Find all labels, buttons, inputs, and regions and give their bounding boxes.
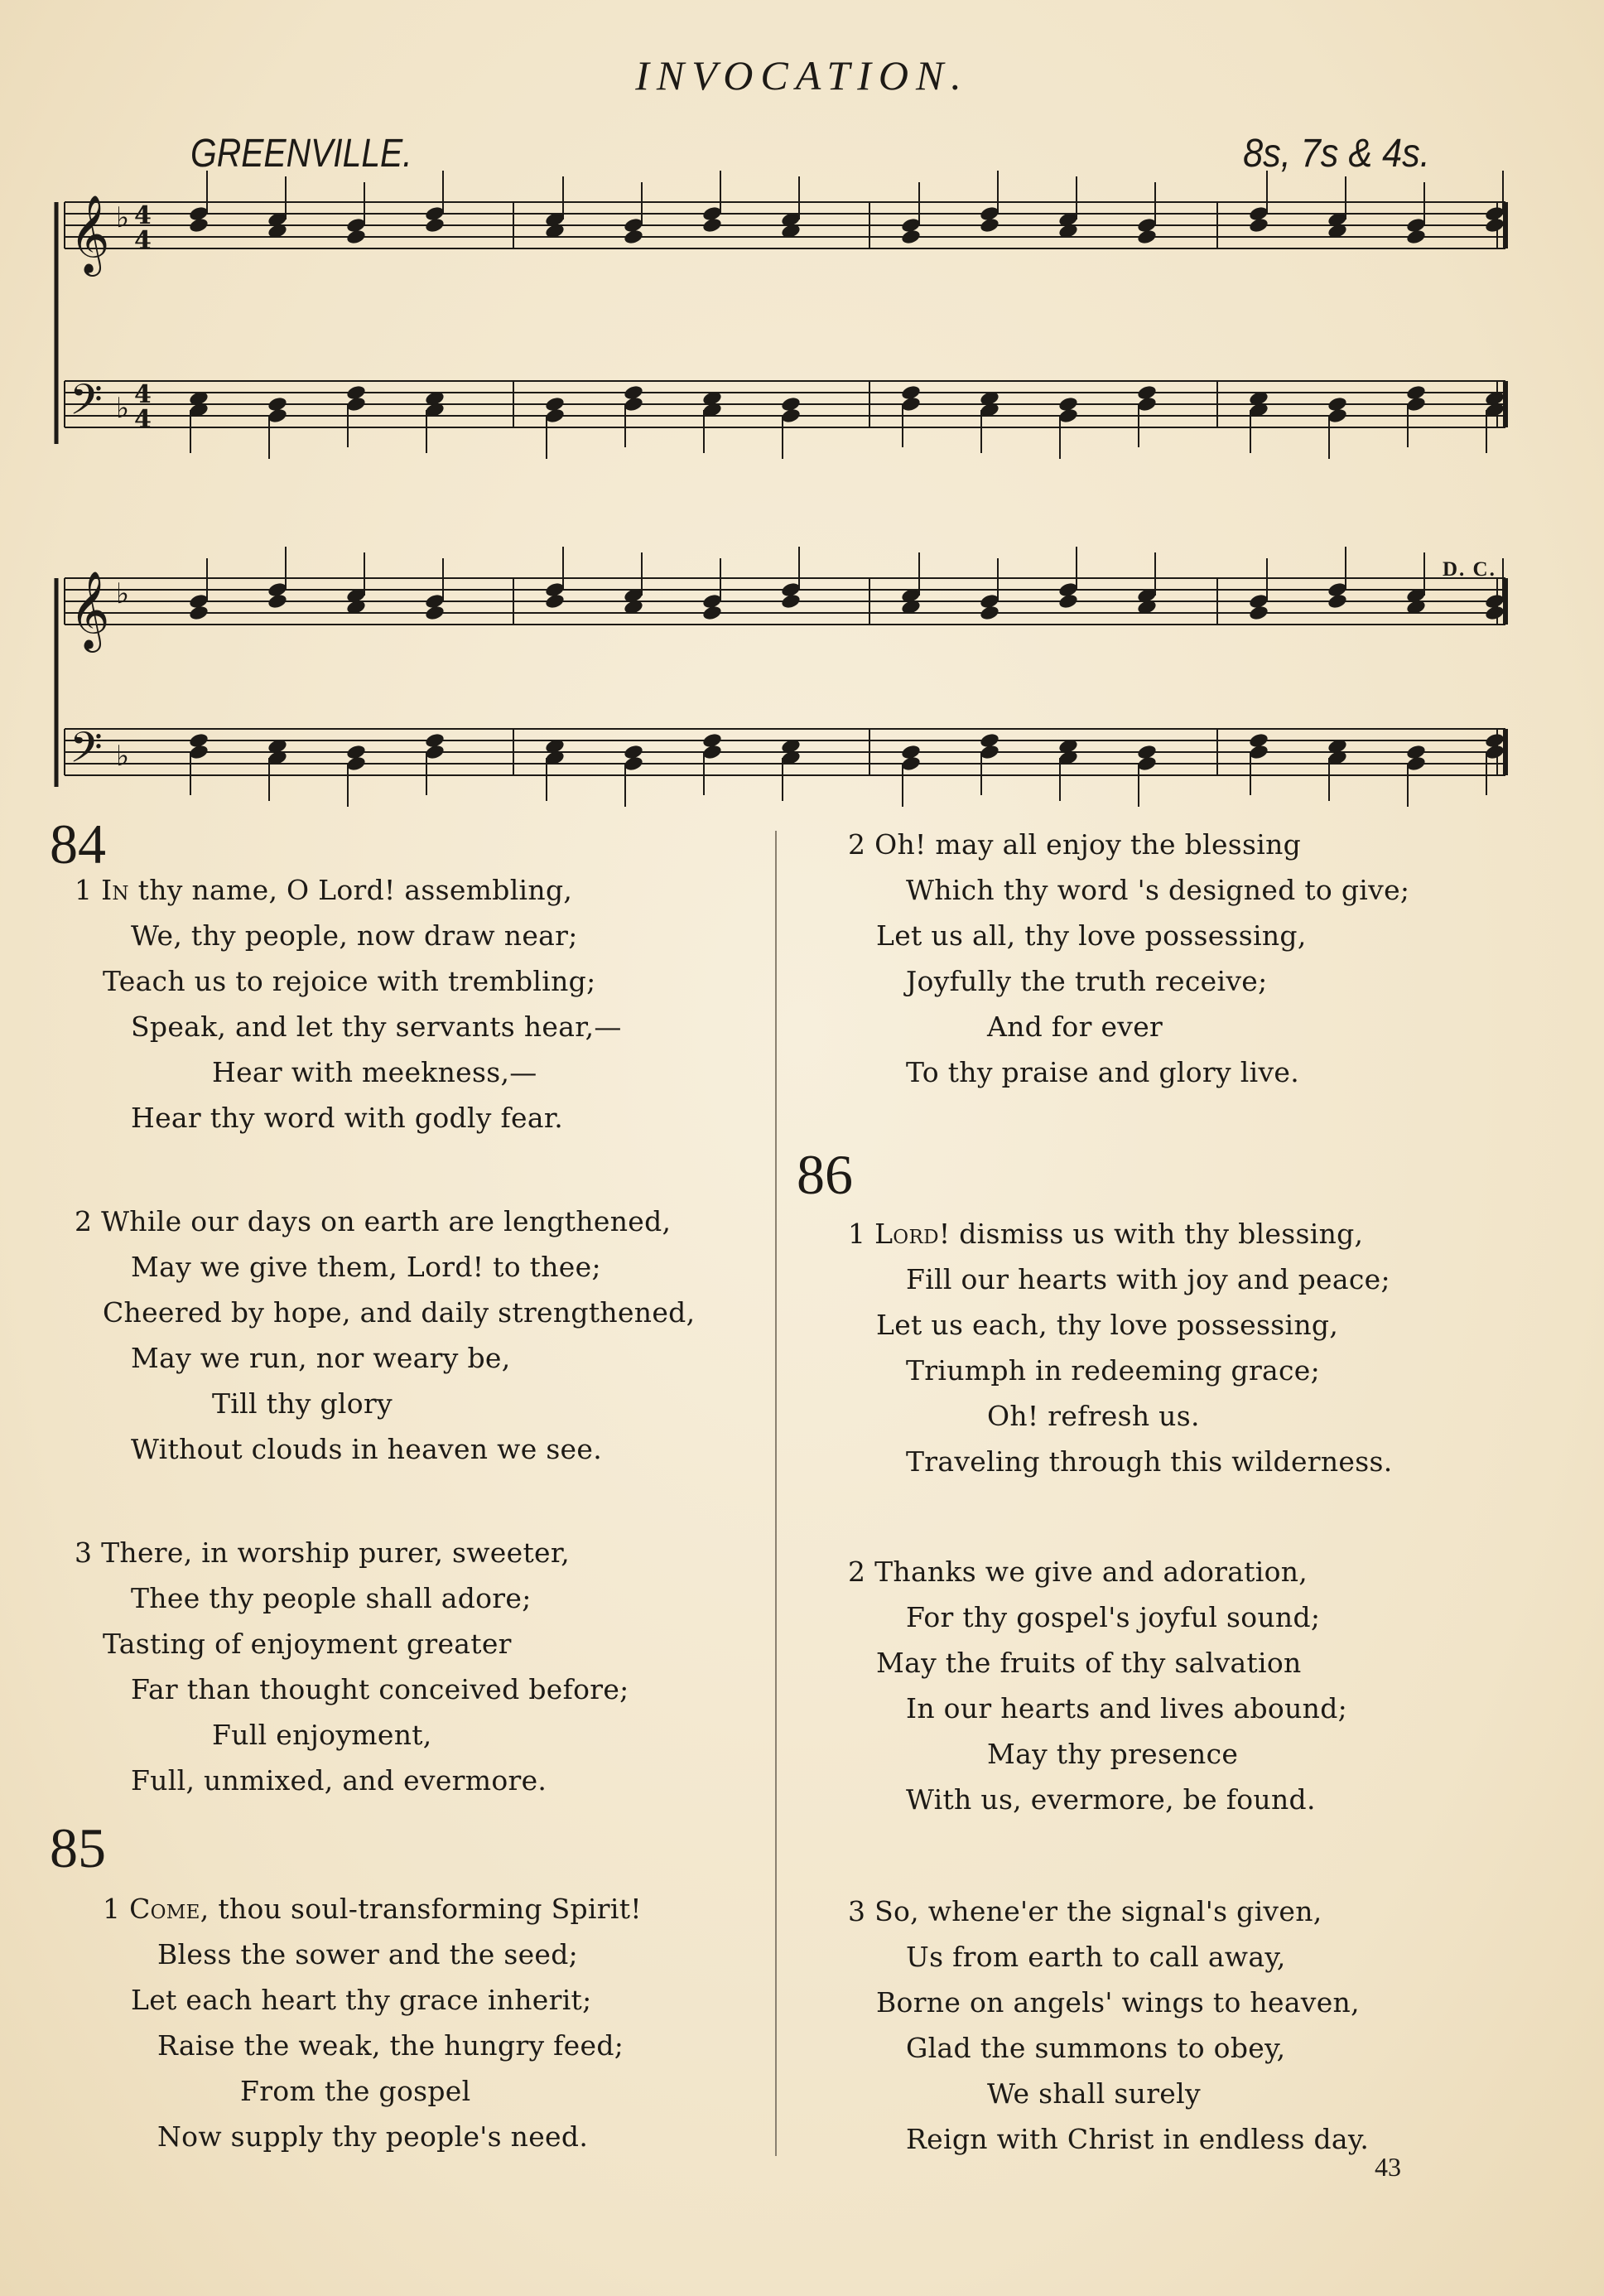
stanza-line [75, 1205, 672, 1237]
note-head [188, 217, 209, 234]
stanza-lead-word: Come, [129, 1893, 210, 1925]
note-head [900, 755, 921, 773]
meter-label: 8s, 7s & 4s. [1243, 132, 1430, 176]
note-head [188, 605, 209, 622]
time-signature-bottom: 4 [134, 405, 152, 434]
stanza-line: Let us all, thy love possessing, [876, 919, 1307, 952]
stanza-text: dismiss us with thy blessing, [959, 1218, 1364, 1250]
stanza-line: Reign with Christ in endless day. [906, 2123, 1370, 2155]
note-head [1484, 605, 1505, 622]
note-head [1248, 605, 1269, 622]
note-head [1405, 229, 1426, 246]
note-head [188, 744, 209, 761]
stanza-line [848, 828, 1302, 861]
stanza-line: Full, unmixed, and evermore. [131, 1764, 547, 1797]
stanza-line: Thee thy people shall adore; [131, 1582, 532, 1614]
stanza-number: 1 [848, 1218, 866, 1250]
stanza-number: 2 [75, 1205, 93, 1237]
stanza-line: Speak, and let thy servants hear,— [131, 1011, 622, 1043]
note-head [424, 217, 445, 234]
stanza-line: Now supply thy people's need. [157, 2120, 589, 2153]
note-head [701, 744, 722, 761]
note-head [1248, 217, 1269, 234]
stanza-line: Let each heart thy grace inherit; [131, 1984, 592, 2016]
stanza-line: Without clouds in heaven we see. [131, 1433, 603, 1465]
stanza-line [848, 1218, 1364, 1250]
stanza-line: Far than thought conceived before; [131, 1673, 629, 1705]
note-head [424, 605, 445, 622]
stanza-line: For thy gospel's joyful sound; [906, 1601, 1321, 1633]
note-head [900, 396, 921, 413]
note-head [1484, 744, 1505, 761]
note-head [267, 593, 287, 610]
note-head [1136, 229, 1157, 246]
stanza-line [75, 1536, 571, 1569]
stanza-text: Thanks we give and adoration, [874, 1556, 1308, 1588]
stanza-lead-word: Lord! [874, 1218, 951, 1250]
note-head [780, 408, 801, 425]
note-head [979, 744, 999, 761]
stanza-line: Traveling through this wilderness. [906, 1445, 1393, 1478]
note-head [544, 593, 565, 610]
time-signature-top: 4 [134, 380, 152, 409]
stanza-text: Oh! may all enjoy the blessing [874, 828, 1302, 861]
stanza-text: thou soul-transforming Spirit! [218, 1893, 642, 1925]
note-head [623, 396, 643, 413]
stanza-line: We, thy people, now draw near; [131, 919, 578, 952]
stanza-line: With us, evermore, be found. [906, 1783, 1316, 1816]
note-head [900, 229, 921, 246]
flat-icon: ♭ [116, 392, 130, 425]
da-capo-mark: D. C. [1443, 558, 1496, 581]
hymn-number-86: 86 [797, 1143, 853, 1206]
treble-clef-icon: 𝄞 [70, 195, 110, 273]
note-head [780, 593, 801, 610]
stanza-number: 3 [848, 1895, 866, 1927]
note-head [345, 396, 366, 413]
stanza-line: Raise the weak, the hungry feed; [157, 2029, 624, 2062]
stanza-line: Oh! refresh us. [987, 1400, 1200, 1432]
stanza-line: Hear thy word with godly fear. [131, 1102, 564, 1134]
tune-name: GREENVILLE. [190, 132, 412, 176]
stanza-line: May thy presence [987, 1738, 1239, 1770]
stanza-line: Cheered by hope, and daily strengthened, [103, 1296, 696, 1329]
time-signature-bottom: 4 [134, 226, 152, 255]
stanza-line: Bless the sower and the seed; [157, 1938, 579, 1970]
note-head [701, 605, 722, 622]
note-head [1136, 396, 1157, 413]
stanza-line [848, 1556, 1308, 1588]
stanza-line: May the fruits of thy salvation [876, 1647, 1302, 1679]
column-divider [775, 831, 777, 2156]
note-head [1248, 744, 1269, 761]
note-head [701, 217, 722, 234]
stanza-number: 2 [848, 828, 866, 861]
stanza-text: So, whene'er the signal's given, [874, 1895, 1322, 1927]
stanza-line: From the gospel [240, 2075, 471, 2107]
note-head [1484, 217, 1505, 234]
note-head [1327, 593, 1347, 610]
note-head [1405, 755, 1426, 773]
time-signature-top: 4 [134, 201, 152, 230]
stanza-line: Till thy glory [212, 1387, 393, 1420]
music-score [0, 0, 1604, 828]
stanza-line: And for ever [987, 1011, 1163, 1043]
note-head [1327, 408, 1347, 425]
flat-icon: ♭ [116, 577, 130, 610]
bass-clef-icon: 𝄢 [70, 374, 103, 435]
note-head [1057, 593, 1078, 610]
stanza-line: To thy praise and glory live. [906, 1056, 1300, 1088]
hymn-number-85: 85 [50, 1816, 106, 1879]
note-head [345, 229, 366, 246]
stanza-text: While our days on earth are lengthened, [101, 1205, 672, 1237]
stanza-line: Glad the summons to obey, [906, 2032, 1286, 2064]
note-head [1136, 755, 1157, 773]
stanza-line: Fill our hearts with joy and peace; [906, 1263, 1390, 1295]
flat-icon: ♭ [116, 201, 130, 234]
note-head [1057, 408, 1078, 425]
note-head [979, 217, 999, 234]
stanza-number: 1 [103, 1893, 121, 1925]
note-head [1405, 396, 1426, 413]
stanza-line: Borne on angels' wings to heaven, [876, 1986, 1360, 2019]
stanza-line: Triumph in redeeming grace; [906, 1354, 1321, 1387]
stanza-line: In our hearts and lives abound; [906, 1692, 1348, 1724]
note-head [345, 755, 366, 773]
hymn-number-84: 84 [50, 813, 106, 875]
stanza-number: 2 [848, 1556, 866, 1588]
stanza-number: 3 [75, 1536, 93, 1569]
stanza-line [848, 1895, 1322, 1927]
treble-clef-icon: 𝄞 [70, 571, 110, 649]
stanza-line: Tasting of enjoyment greater [103, 1628, 512, 1660]
note-head [424, 744, 445, 761]
note-head [267, 408, 287, 425]
stanza-line [103, 1893, 642, 1925]
note-head [979, 605, 999, 622]
page-number: 43 [1375, 2152, 1401, 2182]
stanza-line: We shall surely [987, 2077, 1201, 2110]
stanza-line: Joyfully the truth receive; [906, 965, 1268, 997]
stanza-line: Let us each, thy love possessing, [876, 1309, 1339, 1341]
stanza-lead-word: In [101, 874, 129, 906]
stanza-text: thy name, O Lord! assembling, [137, 874, 573, 906]
stanza-line: May we give them, Lord! to thee; [131, 1251, 601, 1283]
flat-icon: ♭ [116, 740, 130, 773]
note-head [623, 755, 643, 773]
page-title: INVOCATION. [635, 52, 969, 99]
note-head [544, 408, 565, 425]
stanza-line: Hear with meekness,— [212, 1056, 537, 1088]
stanza-line: May we run, nor weary be, [131, 1342, 511, 1374]
stanza-text: There, in worship purer, sweeter, [101, 1536, 571, 1569]
stanza-line [75, 876, 572, 904]
stanza-number: 1 [75, 874, 93, 906]
stanza-line: Full enjoyment, [212, 1719, 432, 1751]
bass-clef-icon: 𝄢 [70, 722, 103, 783]
stanza-line: Us from earth to call away, [906, 1941, 1286, 1973]
note-head [623, 229, 643, 246]
stanza-line: Teach us to rejoice with trembling; [103, 965, 596, 997]
stanza-line: Which thy word 's designed to give; [906, 874, 1410, 906]
